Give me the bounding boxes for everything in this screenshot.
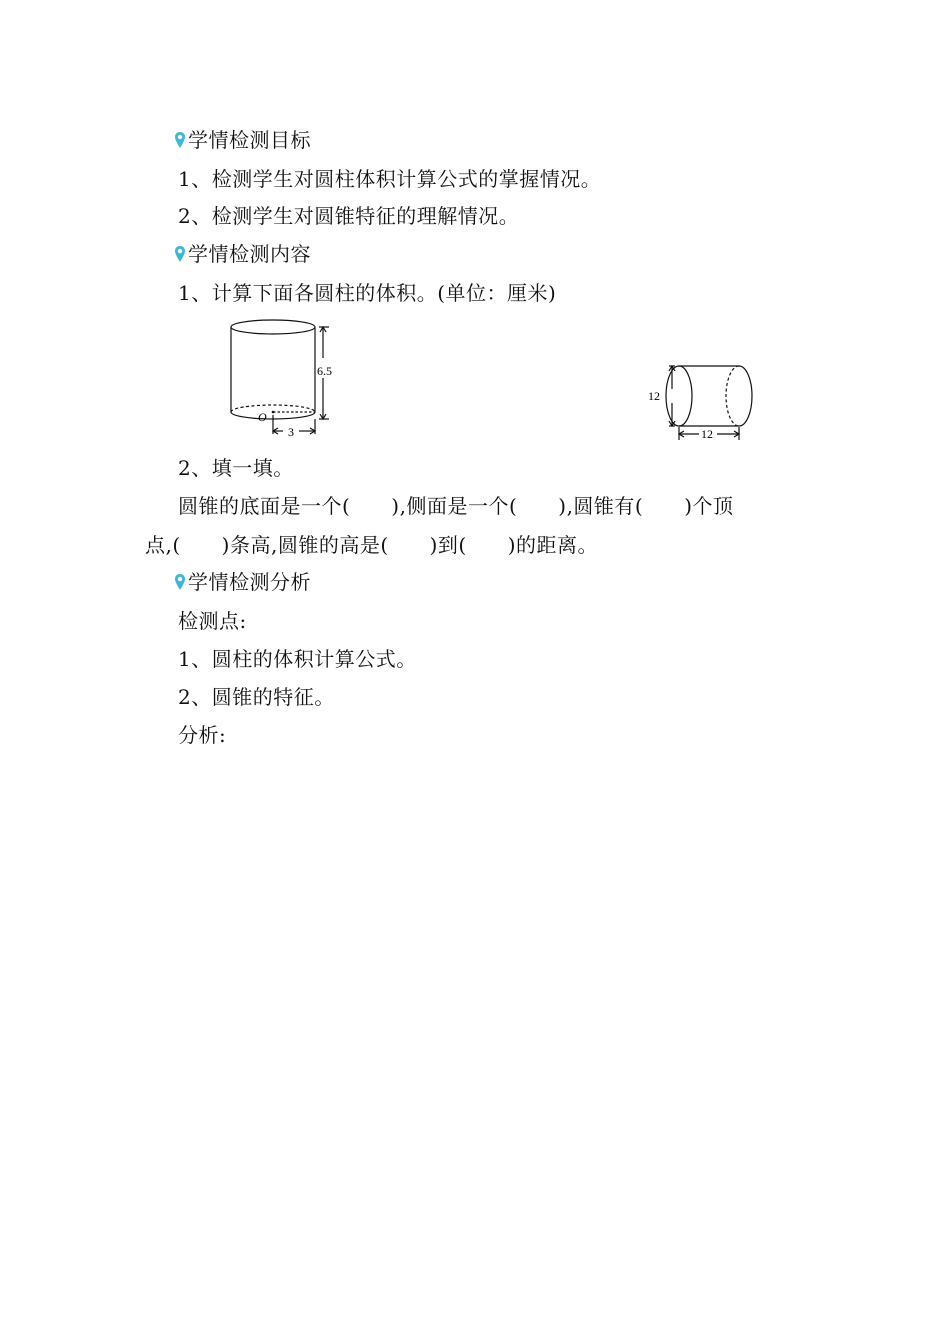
center-point bbox=[272, 411, 275, 414]
goal-item-2: 2、检测学生对圆锥特征的理解情况。 bbox=[178, 204, 520, 228]
cylinder-figure-upright bbox=[215, 315, 355, 440]
analysis-item-2: 2、圆锥的特征。 bbox=[178, 685, 335, 709]
diameter-label: 12 bbox=[648, 389, 660, 403]
section-heading-analysis bbox=[174, 569, 311, 595]
check-points-label: 检测点: bbox=[178, 609, 247, 633]
location-pin-icon bbox=[174, 245, 186, 263]
goal-item-1: 1、检测学生对圆柱体积计算公式的掌握情况。 bbox=[178, 167, 602, 191]
question-1: 1、计算下面各圆柱的体积。(单位：厘米) bbox=[178, 281, 557, 305]
question-2: 2、填一填。 bbox=[178, 456, 294, 480]
radius-label: 3 bbox=[288, 425, 294, 439]
cylinder-figure-horizontal bbox=[640, 355, 765, 445]
location-pin-icon bbox=[174, 131, 186, 149]
height-label: 6.5 bbox=[317, 364, 332, 378]
section-heading-content bbox=[174, 241, 311, 267]
length-label: 12 bbox=[701, 427, 713, 441]
heading-text: 学情检测内容 bbox=[188, 242, 311, 266]
analysis-item-1: 1、圆柱的体积计算公式。 bbox=[178, 647, 417, 671]
section-heading-goal bbox=[174, 127, 311, 153]
question-2-line-2: 点,( )条高,圆锥的高是( )到( )的距离。 bbox=[145, 533, 599, 557]
question-2-line-1: 圆锥的底面是一个( ),侧面是一个( ),圆锥有( )个顶 bbox=[178, 494, 734, 518]
heading-text: 学情检测目标 bbox=[188, 128, 311, 152]
heading-text: 学情检测分析 bbox=[188, 570, 311, 594]
analysis-label: 分析: bbox=[178, 723, 227, 747]
center-label: O bbox=[258, 410, 267, 424]
location-pin-icon bbox=[174, 573, 186, 591]
